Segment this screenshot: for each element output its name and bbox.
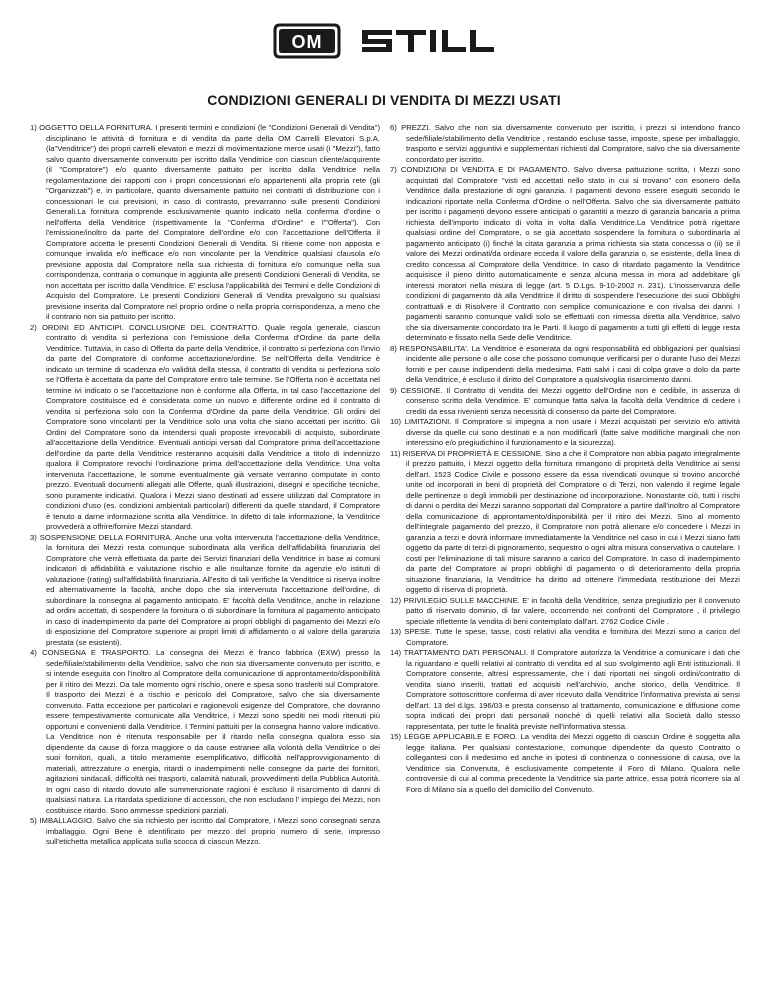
clause bbox=[30, 123, 380, 323]
clause-number: 2) bbox=[30, 322, 37, 332]
clause bbox=[390, 449, 740, 596]
clause bbox=[30, 323, 380, 533]
clause bbox=[30, 533, 380, 649]
clause-text: PRIVILEGIO SULLE MACCHINE. E' in facoltà della Venditrice, senza pregiudizio per il convenuto patto di riservato dominio, di far valere, occorrendo nei confronti del Compratore , il privilegio speciale riflettente la vendita di beni contemplato dall'art. 2762 Codice Civile . bbox=[403, 595, 741, 626]
clause-text: PREZZI. Salvo che non sia diversamente convenuto per iscritto, i prezzi si intendono franco sede/filiale/stabilimento della Venditrice , restando escluse tasse, imposte, spese per imballaggio, trasporto e servizi aggiuntivi e supplementari richiesti dal Compratore, salvo che sia diversamente concordato per iscritto. bbox=[401, 123, 740, 164]
clause-text: IMBALLAGGIO. Salvo che sia richiesto per iscritto dal Compratore, i Mezzi sono consegnati senza imballaggio. Ogni Bene è identificato per mezzo del proprio numero di serie, impresso sull'etichetta metallica applicata sulla scocca di ciascun Mezzo. bbox=[39, 816, 381, 846]
clause bbox=[390, 165, 740, 344]
clause bbox=[390, 344, 740, 386]
clause-number: 13) bbox=[390, 627, 402, 636]
clause-text: RESPONSABILITA'. La Venditrice è esonerata da ogni responsabilità ed obbligazioni per qualsiasi incidente alle persone o alle cose che possono comunque verificarsi per o durante l'uso dei Mezzi forniti e per cause indipendenti della medesima. Fatti salvi i casi di colpa grave o dolo da parte della Venditrice, è escluso il diritto del Compratore a qualsivoglia risarcimento danni. bbox=[399, 343, 740, 384]
clause-text: RISERVA DI PROPRIETÀ E CESSIONE. Sino a che il Compratore non abbia pagato integralmente il prezzo pattuito, i Mezzi oggetto della fornitura rimangono di proprietà della Venditrice ai sensi dell'art. 1523 Codice Civile e possono essere da essa rivendicati ovunque si trovino ancorché unite od incorporati in beni di proprietà del Compratore o di Terzi, non valendo il regime legale delle pertinenze o degli immobili per destinazione od incorporazione. Nonostante ciò, tutti i rischi di danni o perdita dei Mezzi saranno sopportati dal Compratore a partire dall'inoltro al Compratore della comunicazione di approntamento/disponibilità per il ritiro dei Mezzi. Sino al momento dell'integrale pagamento del prezzo, il Compratore non potrà alienare e/o concedere i Mezzi in garanzia a terzi e dovrà informare immediatamente la Venditrice nel caso in cui i Mezzi siano fatti oggetto da parte di terzi di pignoramento, sequestro o ogni altra misura conservativa o cautelare. I costi per l'eliminazione di tali misure saranno a carico del Compratore. In caso di inadempimento da parte del Compratore ai propri obblighi di pagamento o di deterioramento della propria situazione finanziaria, la Venditrice ha diritto ad ottenere l'immediata restituzione dei Mezzi oggetto di riserva di proprietà. bbox=[402, 448, 740, 594]
clause-number: 7) bbox=[390, 165, 397, 174]
clause-number: 1) bbox=[30, 123, 37, 132]
left-column bbox=[30, 123, 380, 848]
clause-text: LEGGE APPLICABILE E FORO. La vendita dei Mezzi oggetto di ciascun Ordine è soggetta alla legge italiana. Per qualsiasi contestazione, comunque dipendente da questo Contratto o collegantesi con il medesimo ed anche in ipotesi di continenza o connessione di causa, ove la Venditrice sia Convenuta, è esclusivamente competente il Foro di Milano. Qualora nelle controversie di cui al comma precedente la Venditrice sia parte attrice, essa potrà ricorrere sia al Foro di Milano sia a quello del domicilio del Convenuto. bbox=[404, 732, 740, 794]
clause bbox=[390, 123, 740, 165]
terms-columns bbox=[30, 123, 740, 848]
clause bbox=[390, 648, 740, 732]
clause-text: CONDIZIONI DI VENDITA E DI PAGAMENTO. Salvo diversa pattuizione scritta, i Mezzi sono acquistati dal Compratore "visti ed accettati nello stato in cui si trovano" con esonero della Venditrice dalla prestazione di ogni garanzia. I pagamenti devono essere eseguiti secondo le indicazioni riportate nella Conferma d'Ordine o nell'Offerta. Salvo che sia diversamente pattuito per iscritto i pagamenti devono essere anticipati o garantiti a mezzo di garanzia bancaria a prima richiesta dell'importo indicato di volta in volta dalla Venditrice.La Venditrice potrà rigettare qualsiasi ordine del Compratore, o se già accettato sospendere la fornitura o subordinarla al pagamento anticipato (i) finché la citata garanzia a prima richiesta sia stata concessa o (ii) se il valore dei Mezzi ordinati/da ordinare ecceda il valore della garanzia o, se esistente, della linea di credito concessa al Compratore della Venditrice. In caso di ritardato pagamento la Venditrice acquisisce il pieno diritto automaticamente e senza alcuna messa in mora ad addebitare gli interessi moratori nella misura di legge (art. 5 D.Lgs. 9-10-2002 n. 231). L'inosservanza delle condizioni di pagamento dà alla Venditrice il diritto di sospendere l'esecuzione dei suoi Obblighi contrattuali e di Risolvere il Contratto con semplice comunicazione e con rivalsa dei danni. I pagamenti saranno comunque validi solo se effettuati con rimessa diretta alla Venditrice, salvo che sia diversamente concordato tra le Parti. Il luogo di pagamento a tutti gli effetti di legge resta determinato e fissato nella Sede delle Venditrice. bbox=[400, 165, 741, 342]
clause bbox=[390, 417, 740, 449]
still-logo bbox=[362, 28, 496, 54]
clause-number: 15) bbox=[390, 732, 402, 741]
clause-number: 4) bbox=[30, 648, 37, 657]
clause bbox=[30, 648, 380, 816]
clause bbox=[390, 596, 740, 628]
clause-text: OGGETTO DELLA FORNITURA. I presenti termini e condizioni (le "Condizioni Generali di Vendita") disciplinano le attività di fornitura e di vendita da parte della OM Carrelli Elevatori S.p.A. (la"Venditrice") dei propri carrelli elevatori e mezzi di movimentazione merce usati (i "Mezzi"), fatto salvo quanto diversamente convenuto per iscritto dalla Venditrice con ciascun cliente/acquirente (il "Compratore") e/o quanto diversamente pattuito per iscritto dalla Venditrice nella regolamentazione dei rapporti con i propri concessionari e/o appartenenti alla propria rete (gli "Organizzati") e, in particolare, quanto diversamente pattuito nei contratti di distribuzione con i concessionari le cui previsioni, in caso di contrasto, prevarranno sulle presenti Condizioni Generali.La fornitura comprende esclusivamente quanto indicato nella conferma d'ordine o nell'offerta della Venditrice (rispettivamente la "Conferma d'Ordine" e l'"Offerta"). Con l'emissione/inoltro da parte del Compratore dell'ordine e/o con l'accettazione dell'Offerta il Compratore accetta le presenti Condizioni Generali di Vendita. Si ritiene come non apposta e comunque invalida e/o inefficace e/o non vincolante per la Venditrice qualsiasi clausola e/o previsione apposta dal Compratore nella sua richiesta di fornitura e/o comunque nella sua corrispondenza, contraria o comunque in aggiunta alle presenti Condizioni Generali di Vendita, se non accettata per iscritto dalla Venditrice. E' esclusa l'applicabilità dei Termini e delle Condizioni di Acquisto del Compratore. Le presenti Condizioni Generali di Vendita prevalgono su qualsiasi previsione inserita dal Compratore nel proprio ordine o nella propria corrispondenza, a meno che il contrario non sia pattuito per iscritto. bbox=[39, 123, 381, 321]
om-logo bbox=[272, 22, 342, 60]
clause-text: SOSPENSIONE DELLA FORNITURA. Anche una volta intervenuta l'accettazione della Venditrice, la fornitura dei Mezzi resta comunque subordinata alla verifica dell'affidabilità finanziaria del Compratore che verrà effettuata da parte dei Servizi finanziari della Venditrice in base ai comuni indicatori di affidabilità e valutazione rischio e alle risultanze fornite da agenzie e/o istituti di valutazione (rating) sull'affidabilità finanziaria. All'esito di tali verifiche la Venditrice si riserva inoltre ed alternativamente la facoltà, anche dopo che sia intervenuta l'accettazione dell'ordine, di subordinare la consegna al pagamento anticipato. E' facoltà della Venditrice, anche in relazione ad ordini accettati, di sospendere la fornitura o di subordinare la fornitura al pagamento anticipato in caso di inadempimento da parte del Compratore ai propri obblighi di pagamento dei Mezzi e/o di esposizione del Compratore superiore ai propri limiti di affidamento o al valore della garanzia prestata (se esistenti). bbox=[39, 532, 380, 647]
clause-text: TRATTAMENTO DATI PERSONALI. Il Compratore autorizza la Venditrice a comunicare i dati che la riguardano e quelli relativi al contratto di vendita ed al suo svolgimento agli Enti istituzionali. Il Compratore consente, altresì espressamente, che i dati riportati nei singoli ordini/contratto di vendita siano inseriti, trattati ed acquisiti nell'archivio, anche storico, della Venditrice. Il Compratore sottoscrittore conferma di aver ricevuto dalla Venditrice l'informativa prevista ai sensi dell'art. 13 del d.lgs. 196/03 e presta consenso al trattamento, comunicazione e diffusione come sopra indicati dei propri dati personali nonché di quelli relativi alla Società dallo stesso rappresentata, per tutte le finalità previste nell'informativa stessa. bbox=[403, 648, 740, 731]
clause-number: 9) bbox=[390, 385, 397, 395]
clause-number: 12) bbox=[390, 595, 402, 605]
clause bbox=[390, 732, 740, 795]
clause-number: 6) bbox=[390, 123, 397, 132]
page-title: CONDIZIONI GENERALI DI VENDITA DI MEZZI USATI bbox=[207, 92, 561, 108]
clause bbox=[390, 386, 740, 418]
clause bbox=[30, 816, 380, 848]
clause-number: 14) bbox=[390, 648, 402, 657]
clause-text: LIMITAZIONI. Il Compratore si impegna a non usare i Mezzi acquistati per servizio e/o attività diverse da quelle cui sono destinati e a non modificarli (fatte salve modifiche marginali che non interessino e/o pregiudichino il funzionamento e la sicurezza). bbox=[404, 417, 740, 447]
clause-text: ORDINI ED ANTICIPI. CONCLUSIONE DEL CONTRATTO. Quale regola generale, ciascun contratto di vendita si perfeziona con l'emissione della Conferma d'Ordine da parte della Venditrice. Tuttavia, in caso di Offerta da parte della Venditrice, il contratto si perfeziona con l'invio da parte del Compratore di conforme accettazione/ordine. Se nell'Offerta della Venditrice è indicato un termine di scadenza e/o validità della stessa, il contratto di vendita si perfeziona solo se l'Offerta è accettata da parte del Compratore entro tale termine. Se l'Offerta non è accettata nel termine ivi indicato o se l'accettazione non è conforme alla Offerta, in tal caso l'accettazione del Compratore costituisce ed è considerata come un nuovo e differente ordine ed il contratto di vendita si perfeziona solo con la Conferma d'Ordine da parte della Venditrice. Gli ordini del Compratore sono vincolanti per la Venditrice solo una volta che siano accettati per iscritto. Gli Ordini del Compratore sono da intendersi quali proposte irrevocabili di acquisto, subordinate all'accettazione della Venditrice. Eventuali anticipi versati dal Compratore prima dell'accettazione dell'ordine da parte della Venditrice resteranno acquisiti dalla Venditrice a titolo di indennizzo qualora il Compratore revochi l'ordinazione prima dell'accettazione della Venditrice. Una volta intervenuta l'accettazione, le somme eventualmente già versate verranno computate in conto prezzo. Eventuali documenti allegati alle Offerte, quali illustrazioni, disegni e specifiche tecniche, sono puramente indicativi. Qualora i Mezzi siano destinati ad essere utilizzati dal Compratore in condizioni d'uso (es. condizioni ambientali particolari) differenti da quelle standard, il Compratore è tenuto a darne informazione scritta alla Venditrice. In difetto di tale informazione, la Venditrice provvederà a offrire/fornire Mezzi standard. bbox=[41, 322, 380, 531]
header bbox=[0, 0, 768, 68]
clause-text: CESSIONE. Il Contratto di vendita dei Mezzi oggetto dell'Ordine non è cedibile, in assenza di consenso scritto della Venditrice. E' comunque fatta salva la facoltà della Venditrice di cedere i crediti da essa rivenienti senza necessità di consenso da parte del Compratore. bbox=[400, 385, 740, 416]
clause-text: SPESE. Tutte le spese, tasse, costi relativi alla vendita e fornitura dei Mezzi sono a carico del Compratore. bbox=[404, 627, 741, 647]
clause-number: 3) bbox=[30, 532, 37, 542]
om-logo-text: OM bbox=[291, 32, 323, 52]
clause-text: CONSEGNA E TRASPORTO. La consegna dei Mezzi è franco fabbrica (EXW) presso la sede/filiale/stabilimento della Venditrice, salvo che non sia diversamente convenuto per iscritto, e si intende eseguita con l'inoltro al Compratore della comunicazione di approntamento/disponibilità per il ritiro dei Mezzi. Da tale momento ogni rischio, onere e spesa sono trasferiti sul Compratore. Il trasporto dei Mezzi è a rischio e pericolo del Compratore, salvo che sia diversamente convenuto. Fatta eccezione per particolari e ragionevoli esigenze del Compratore, che dovranno essere tempestivamente comunicate alla Venditrice, i Mezzi sono spediti nei modi ritenuti più opportuni e convenienti dalla Venditrice. I Termini pattuiti per la consegna hanno valore indicativo. La Venditrice non è ritenuta responsabile per il ritardo nella consegna qualora esso sia dipendente da cause di forza maggiore o da cause estranee alla volontà della Venditrice o dei suoi fornitori, quali, a titolo meramente esemplificativo, difficoltà nell'approvvigionamento di materiali, attrezzature o energia, ritardi o inadempimenti nelle consegne da parte dei fornitori, agitazioni sindacali, difficoltà nei trasporti, calamità naturali, provvedimenti della Pubblica Autorità. In ogni caso di ritardo dovuto alle summenzionate ragioni è escluso il risarcimento di danni di qualsiasi natura. La ritardata spedizione di accessori, che non escludano l' impiego dei Mezzi, non costituisce ritardo. Sono ammesse spedizioni parziali. bbox=[42, 648, 380, 815]
clause-number: 11) bbox=[390, 448, 401, 458]
clause-number: 5) bbox=[30, 816, 37, 825]
clause-number: 10) bbox=[390, 417, 402, 426]
clause-number: 8) bbox=[390, 343, 397, 353]
right-column bbox=[390, 123, 740, 848]
clause bbox=[390, 627, 740, 648]
